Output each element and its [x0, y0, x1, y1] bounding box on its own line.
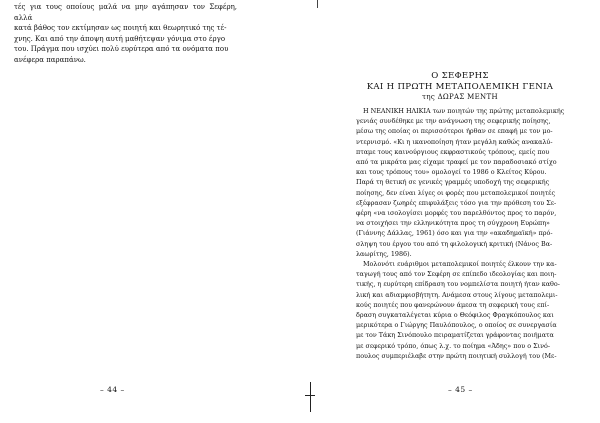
text-line: μέσω της οποίας οι περισσότεροι ήρθαν σε επαφή με τον μο- [356, 127, 553, 136]
article-author: της ΔΩΡΑΣ ΜΕΝΤΗ [422, 93, 498, 101]
title-line: ΚΑΙ Η ΠΡΩΤΗ ΜΕΤΑΠΟΛΕΜΙΚΗ ΓΕΝΙΑ [366, 82, 554, 92]
text-line: εξέφρασαν ζωηρές επιφυλάξεις τόσο για την πρόθεση του Σε- [356, 198, 557, 207]
article-body [356, 106, 588, 361]
text-line: ποίησης, δεν είναι λίγες οι φορές που μεταπολεμικοί ποιητές [356, 188, 556, 197]
text-line: Παρά τη θετική σε γενικές γραμμές υποδοχή της σεφερικής [356, 178, 550, 187]
text-line: να στοιχήσει την ελληνικότητα προς τη σύγχρονη Ευρώπη» [356, 219, 550, 228]
text-line: Μολονότι ευάριθμοι μεταπολεμικοί ποιητές έλκουν την κα- [363, 260, 557, 269]
text-line: τικής, η ευρύτερη επίδραση του νομπελίστα ποιητή ήταν καθο- [356, 280, 560, 289]
text-line: Η ΝΕΑΝΙΚΗ ΗΛΙΚΙΑ των ποιητών της πρώτης μεταπολεμικής [363, 107, 565, 115]
article-title [322, 71, 598, 93]
text-line: πουλος συμπεριέλαβε στην πρώτη ποιητική συλλογή του (Με- [356, 351, 557, 360]
text-line: φέρη «να ισολογίσει μορφές του παρελθόντος προς το παρόν, [356, 209, 557, 218]
text-line: με τον Τάκη Σινόπουλο πειραματίζεται γράφοντας ποιήματα [356, 331, 554, 340]
text-line: τές για τους οποίους μαλά να μην αγάπησαν τον Σεφέρη, αλλά [14, 3, 237, 22]
text-line: μερικότερα ο Γιώργης Παυλόπουλος, ο οποίος σε συνεργασία [356, 321, 557, 330]
text-line: δραση συγκαταλέγεται κύρια ο Θεόφιλος Φραγκόπουλος και [356, 311, 554, 320]
text-line: και τους τρόπους του» ομολογεί το 1986 ο Κλείτος Κύρου. [356, 168, 547, 177]
text-line: πταμε τους καινούργιους εκφραστικούς τρόπους, εμείς που [356, 147, 550, 156]
page-number: – 45 – [448, 385, 473, 394]
text-line: ανέφερα παραπάνω. [14, 55, 86, 64]
right-page [300, 0, 600, 423]
title-line: Ο ΣΕΦΕΡΗΣ [431, 71, 489, 81]
left-page-text [14, 2, 237, 65]
page-number: – 44 – [100, 385, 125, 394]
text-line: κατά βάθος τον εκτίμησαν ως ποιητή και θεωρητικό της τέ- [14, 24, 227, 32]
text-line: από τα μικράτα μας είχαμε τραφεί με τον παραδοσιακό στίχο [356, 158, 557, 167]
text-line: με σεφερικό τρόπο, όπως λ.χ. το ποίημα «Άδης» που ο Σινό- [356, 341, 551, 350]
text-line: λαωρίτης, 1986). [356, 249, 412, 258]
text-line: χνης. Και από την άποψη αυτή μαθήτεψαν γόνιμα στο έργο [14, 34, 226, 43]
text-line: γενιάς συνδέθηκε με την ανάγνωση της σεφερικής ποίησης, [356, 117, 551, 126]
text-line: κούς ποιητές που φανερώνουν άμεσα τη σεφερική τους επί- [356, 300, 550, 309]
text-line: (Γιάννης Δάλλας, 1961) όσο και για την «ακαδημαϊκή» πρό- [356, 229, 553, 238]
text-line: ταγωγή τους από τον Σεφέρη σε επίπεδο ιδεολογίας και ποιη- [356, 270, 557, 279]
text-line: ντερνισμό. «Κι η ικανοποίηση ήταν μεγάλη καθώς ανακαλύ- [356, 137, 553, 146]
text-line: λική και αδιαμφισβήτητη. Ανάμεσα στους λίγους μεταπολεμι- [356, 290, 558, 299]
text-line: σληψη του έργου του από τη φιλολογική κριτική (Νάνος Βα- [356, 239, 553, 248]
text-line: του. Πράγμα που ισχύει πολύ ευρύτερα από τα ονόματα που [14, 45, 229, 53]
